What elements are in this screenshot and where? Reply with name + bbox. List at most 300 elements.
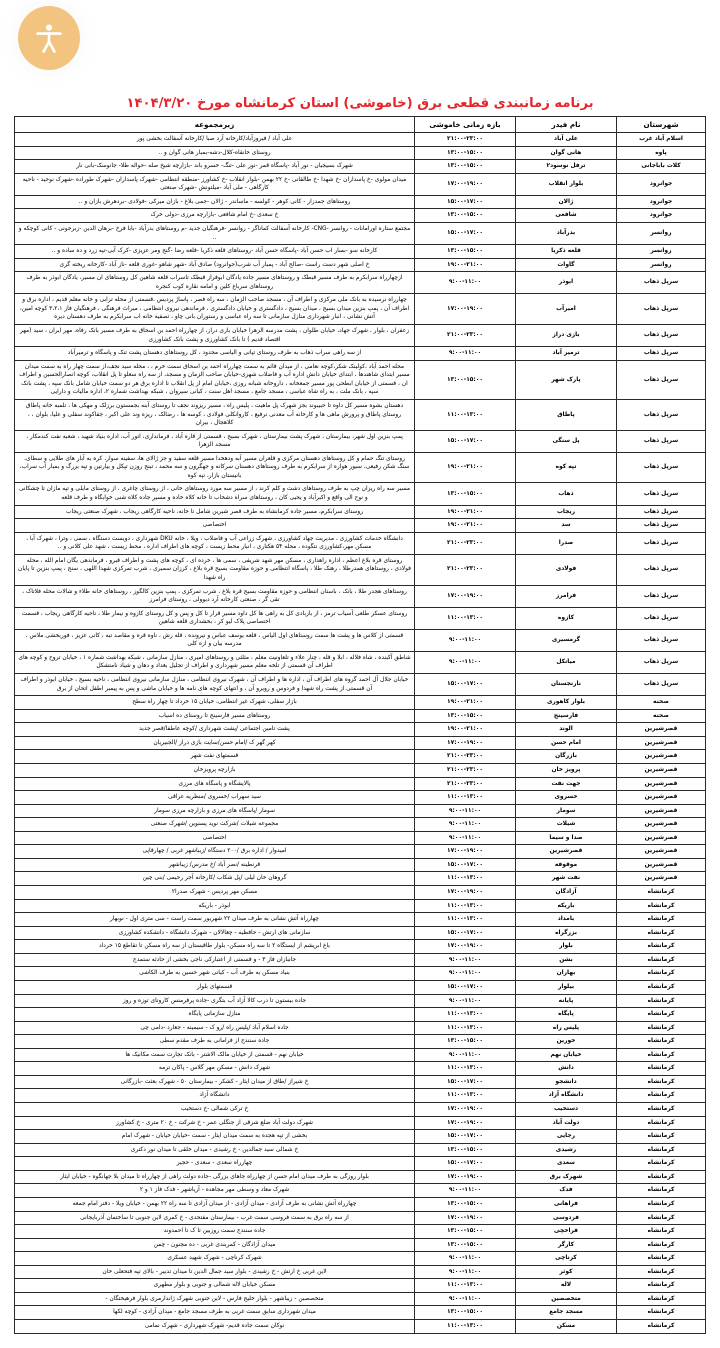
cell-city: کرمانشاه bbox=[617, 1279, 706, 1293]
cell-time: ۱۷:۰۰-۱۹:۰۰ bbox=[415, 1116, 516, 1130]
table-row bbox=[15, 967, 706, 981]
table-row bbox=[15, 222, 706, 244]
table-row bbox=[15, 209, 706, 223]
cell-time: ۱۵:۰۰-۱۷:۰۰ bbox=[415, 980, 516, 994]
table-row bbox=[15, 1103, 706, 1117]
cell-time: ۲۱:۰۰-۲۳:۰۰ bbox=[415, 750, 516, 764]
cell-subarea: خ شیراز /طاق از میدان ایثار - کشکر - بیمارستان ۵۰ - شهرک بعثت -بازرگانی bbox=[15, 1075, 415, 1089]
cell-city: قصرشیرین bbox=[617, 791, 706, 805]
cell-time: ۱۳:۰۰-۱۵:۰۰ bbox=[415, 1238, 516, 1252]
cell-city: قصرشیرین bbox=[617, 750, 706, 764]
cell-time: ۱۹:۰۰-۲۱:۰۰ bbox=[415, 258, 516, 272]
cell-feeder: جهت نفت bbox=[516, 777, 617, 791]
cell-time: ۱۳:۰۰-۱۵:۰۰ bbox=[415, 1306, 516, 1320]
cell-city: سرپل ذهاب bbox=[617, 674, 706, 696]
cell-city: کرمانشاه bbox=[617, 1130, 706, 1144]
cell-subarea: ابوذر - باریکه bbox=[15, 899, 415, 913]
cell-feeder: بلوار انقلاب bbox=[516, 173, 617, 195]
table-row bbox=[15, 886, 706, 900]
cell-time: ۱۷:۰۰-۱۹:۰۰ bbox=[415, 1170, 516, 1184]
column-header-subarea: زیرمجموعه bbox=[15, 117, 415, 133]
cell-subarea: قسمتهای بلوار bbox=[15, 980, 415, 994]
cell-feeder: ژالان bbox=[516, 195, 617, 209]
cell-subarea: بنیاد مسکن به طرف آب - کیانی شهر حسین به طرف الکاشی bbox=[15, 967, 415, 981]
cell-feeder: مسجد جامع bbox=[516, 1306, 617, 1320]
cell-subarea: چهارراه آتش نشانی به طرف آزادی - میدان آزادی - از میدان آزادی تا سه راه ۲۲ بهمن - خیابان ویلا - دفتر امام جمعه bbox=[15, 1197, 415, 1211]
table-row bbox=[15, 1170, 706, 1184]
cell-time: ۱۳:۰۰-۱۵:۰۰ bbox=[415, 709, 516, 723]
table-row bbox=[15, 696, 706, 710]
cell-time: ۱۵:۰۰-۱۷:۰۰ bbox=[415, 222, 516, 244]
table-row bbox=[15, 818, 706, 832]
cell-city: جوانرود bbox=[617, 173, 706, 195]
cell-time: ۹:۰۰-۱۱:۰۰ bbox=[415, 272, 516, 294]
cell-subarea: خ شمالی سید جمالدین - خ رشیدی - میدان خلقی تا میدان نور دکتری bbox=[15, 1143, 415, 1157]
cell-time: ۱۳:۰۰-۱۵:۰۰ bbox=[415, 483, 516, 505]
cell-time: ۲۱:۰۰-۲۳:۰۰ bbox=[415, 133, 516, 147]
cell-feeder: بیلوار bbox=[516, 980, 617, 994]
cell-city: سرپل ذهاب bbox=[617, 651, 706, 673]
table-row bbox=[15, 173, 706, 195]
table-row bbox=[15, 763, 706, 777]
cell-city: سرپل ذهاب bbox=[617, 532, 706, 554]
cell-city: سرپل ذهاب bbox=[617, 629, 706, 651]
cell-feeder: شافعی bbox=[516, 209, 617, 223]
cell-city: کرمانشاه bbox=[617, 1265, 706, 1279]
table-row bbox=[15, 1008, 706, 1022]
cell-city: قصرشیرین bbox=[617, 736, 706, 750]
cell-city: کرمانشاه bbox=[617, 980, 706, 994]
cell-subarea: روستاهای جمدزار - کانی کوهر - کولسه - ماساندر - ژالان -جمی بلاغ - بازان میرکی -فولادی -بردهرش بازان و .. bbox=[15, 195, 415, 209]
cell-time: ۱۳:۰۰-۱۵:۰۰ bbox=[415, 160, 516, 174]
cell-subarea: محله احمد آباد ،کولینک شکر،کوچه نعامی ، از میدان قائم به سمت چهارراه احمد بن اسحاق سمت خرم ، ، محله سید نجف،از سمت چهار راه به سمت میدان مسیر ابتدای شاهندها ، ابتدای خیابان دانش اداره آب و فاضلاب شهری-خیابان صاحب الزمان و مسجد، از سه راه سعلو تا پل انقلاب، کوچه انصارالحسین و اطراف ان ، قسمتی از خیابان ابطحی پور مسیر جمعخانه ، داروخانه شبانه روزی ،خیابان امام از پل انقلاب تا اداره برق هر دو سمت خیابان شامل بانک سپه ، پشت بانک سپه ، بانک ملت ، به راه شاه عباسی ، مسجد جامع ، مسجد اهل سنت ، کیانی سیروان ، شبکه بهداشت شماره ۲، اداره مالیات و دارایی bbox=[15, 360, 415, 399]
cell-time: ۹:۰۰-۱۱:۰۰ bbox=[415, 994, 516, 1008]
cell-time: ۱۵:۰۰-۱۷:۰۰ bbox=[415, 674, 516, 696]
cell-subarea: پمپ بنزین اول شهر، بیمارستان ، شهرک پشت بیمارستان ، شهرک بسیج ، قسمتی از قاره آباد ، فرمانداری، اتور آب، اداره بنیاد شهید ، شعبه نفت کندمکار ، مسجد الزهرا bbox=[15, 430, 415, 452]
cell-time: ۱۱:۰۰-۱۳:۰۰ bbox=[415, 399, 516, 430]
cell-feeder: سومار bbox=[516, 804, 617, 818]
cell-city: کرمانشاه bbox=[617, 1320, 706, 1334]
cell-subarea: باغ ابریشم از ایستگاه ۲ تا سه راه مسکن- بلوار طاقبستان از سه راه مسکن تا تقاطع ۱۵ خرداد bbox=[15, 940, 415, 954]
cell-subarea: میدان آزادگان - کمربندی غربی - ده مجنون - چمن bbox=[15, 1238, 415, 1252]
cell-feeder: امیرآب bbox=[516, 294, 617, 325]
cell-feeder: ابوذر bbox=[516, 272, 617, 294]
cell-subarea: خ ترکی شمالی -خ دستخیب bbox=[15, 1103, 415, 1117]
cell-subarea: قرنطینه /نصر آباد /خ مدرس/ زیباشهر bbox=[15, 858, 415, 872]
cell-city: قصرشیرین bbox=[617, 872, 706, 886]
cell-feeder: قلعه ذکریا bbox=[516, 245, 617, 259]
cell-time: ۱۳:۰۰-۱۵:۰۰ bbox=[415, 1225, 516, 1239]
cell-subarea: روستاهای هجدر طلا ، بانک ، باستان انتظامی و حوزه مقاومت بسیج قره بلاغ ، شرب تمرکزی ، پمپ بنزین کالگوز ، روستاهای خانه طلاء و شالات محله فلاتاک ، تقی گر ، صنعتی کارخانه آرد دیوولی ، روستای فرامرز bbox=[15, 585, 415, 607]
cell-city: سرپل ذهاب bbox=[617, 399, 706, 430]
cell-subarea: قسمتهای نفت شهر bbox=[15, 750, 415, 764]
cell-city: کرمانشاه bbox=[617, 967, 706, 981]
cell-subarea: گروهان خان لیلی /پل شکاب /کارخانه آجر رحیمی /بنی چین bbox=[15, 872, 415, 886]
table-row bbox=[15, 980, 706, 994]
cell-city: سرپل ذهاب bbox=[617, 294, 706, 325]
cell-feeder: الوند bbox=[516, 723, 617, 737]
cell-city: قصرشیرین bbox=[617, 818, 706, 832]
cell-feeder: فراخچی bbox=[516, 1225, 617, 1239]
table-row bbox=[15, 1143, 706, 1157]
cell-subarea: دهستان بشوه مسیر کل داوه تا حبیبوند بجز شهرک پل ماهیت ، پلیس راه ، مسیر ریزوند نجف تا روستای آبنه بجمستون برزلک و مهکی ها ، تلمبه خانه پاطاق روستای پاطاق و پرورش ماهی ها و کارخانه آب معدنی نرفیع ، کاروانکلی فولادی ، کوسه ها ، رضالک ، ریزه وند علی اکبر ، جفاکوند سفلی و علیا، بلوان ، ، کلاهجال ، بیران bbox=[15, 399, 415, 430]
cell-time: ۱۷:۰۰-۱۹:۰۰ bbox=[415, 1103, 516, 1117]
cell-feeder: پارک شهر bbox=[516, 360, 617, 399]
cell-feeder: امام حسن bbox=[516, 736, 617, 750]
cell-time: ۱۹:۰۰-۲۱:۰۰ bbox=[415, 723, 516, 737]
table-row bbox=[15, 325, 706, 347]
cell-time: ۱۱:۰۰-۱۳:۰۰ bbox=[415, 899, 516, 913]
cell-time: ۱۷:۰۰-۱۹:۰۰ bbox=[415, 845, 516, 859]
cell-subarea: مجتمع ستاره اورامانات - روانسر -CNG- کارخانه آسفالت کماناگر - روانسر -فرهنگیان جدید -م روستاهای بدرآباد -بابا فرخ -برهان الدین -زبرجونی - کانی کوچکه و .. bbox=[15, 222, 415, 244]
table-row bbox=[15, 146, 706, 160]
cell-time: ۱۷:۰۰-۱۹:۰۰ bbox=[415, 736, 516, 750]
outage-table-container bbox=[0, 116, 720, 1348]
table-row bbox=[15, 347, 706, 361]
cell-subarea: مجموعه شیلات /شرکت نوید پسنوین /شهرک صنعتی bbox=[15, 818, 415, 832]
cell-time: ۱۱:۰۰-۱۳:۰۰ bbox=[415, 607, 516, 629]
table-row bbox=[15, 804, 706, 818]
cell-city: سرپل ذهاب bbox=[617, 519, 706, 533]
cell-subarea: خ سعدی -خ امام شافعی -بازارچه مرزی -دولی خرک bbox=[15, 209, 415, 223]
cell-feeder: ریجاب bbox=[516, 505, 617, 519]
cell-city: کرمانشاه bbox=[617, 1062, 706, 1076]
cell-time: ۲۱:۰۰-۲۳:۰۰ bbox=[415, 763, 516, 777]
table-row bbox=[15, 532, 706, 554]
cell-feeder: مسکن bbox=[516, 1320, 617, 1334]
table-row bbox=[15, 1184, 706, 1198]
cell-subarea: جاده بیستون تا درب کالا آزاد آب بتگری -جاده پرفرمنس کارونای توزه و روز bbox=[15, 994, 415, 1008]
cell-city: قصرشیرین bbox=[617, 763, 706, 777]
cell-feeder: فدک bbox=[516, 1184, 617, 1198]
cell-subarea: قسمتی از کلاس ها و پشت ها سمت روستاهای اول الیاس ، قلعه یوسف عباس و نیرونده ، قله رش ، ناوه قره و مقاصد تبه ، کانی عزیز ، فوربخشی ملاس ، مدرسه بیان و ازه کلی bbox=[15, 629, 415, 651]
cell-city: قصرشیرین bbox=[617, 804, 706, 818]
cell-feeder: کرناچی bbox=[516, 1252, 617, 1266]
cell-city: روانسر bbox=[617, 222, 706, 244]
table-row bbox=[15, 953, 706, 967]
table-row bbox=[15, 791, 706, 805]
table-row bbox=[15, 651, 706, 673]
cell-time: ۱۳:۰۰-۱۵:۰۰ bbox=[415, 209, 516, 223]
table-row bbox=[15, 629, 706, 651]
table-row bbox=[15, 1035, 706, 1049]
cell-subarea: اختصاصی bbox=[15, 519, 415, 533]
cell-time: ۹:۰۰-۱۱:۰۰ bbox=[415, 1252, 516, 1266]
cell-feeder: بازی دراز bbox=[516, 325, 617, 347]
cell-city: کرمانشاه bbox=[617, 1184, 706, 1198]
cell-city: کرمانشاه bbox=[617, 1197, 706, 1211]
table-row bbox=[15, 133, 706, 147]
cell-time: ۱۵:۰۰-۱۷:۰۰ bbox=[415, 430, 516, 452]
cell-city: کرمانشاه bbox=[617, 1225, 706, 1239]
table-body bbox=[15, 133, 706, 1334]
cell-time: ۱۱:۰۰-۱۳:۰۰ bbox=[415, 1320, 516, 1334]
table-row bbox=[15, 360, 706, 399]
cell-feeder: ترمیر آباد bbox=[516, 347, 617, 361]
cell-feeder: فارسینج bbox=[516, 709, 617, 723]
table-row bbox=[15, 483, 706, 505]
cell-subarea: روستای عسکر طلعی آسیاب ترمز ، از بازبادی کل به راهی ها کل داود مسیر قرار تا کل و پس و کل روستای کازوه و نیمار طلا ، ناحیه کارگاهی ریجاب ، قسمت اختصاصی پلاک لیو کر ، بخشداری قلعه شاهین bbox=[15, 607, 415, 629]
cell-city: سرپل ذهاب bbox=[617, 554, 706, 585]
table-row bbox=[15, 272, 706, 294]
cell-city: کرمانشاه bbox=[617, 1075, 706, 1089]
cell-subarea: چهارراه آتش نشانی به طرف میدان ۲۲ شهریور سمت راست - سی متری اول - نوبهار bbox=[15, 913, 415, 927]
cell-time: ۱۳:۰۰-۱۵:۰۰ bbox=[415, 1143, 516, 1157]
cell-feeder: میانکل bbox=[516, 651, 617, 673]
cell-time: ۱۱:۰۰-۱۳:۰۰ bbox=[415, 1021, 516, 1035]
cell-time: ۱۵:۰۰-۱۷:۰۰ bbox=[415, 1157, 516, 1171]
table-row bbox=[15, 1062, 706, 1076]
cell-time: ۱۵:۰۰-۱۷:۰۰ bbox=[415, 858, 516, 872]
accessibility-icon[interactable] bbox=[18, 6, 80, 70]
cell-time: ۱۷:۰۰-۱۹:۰۰ bbox=[415, 886, 516, 900]
cell-city: پاوه bbox=[617, 146, 706, 160]
cell-feeder: متخصصین bbox=[516, 1292, 617, 1306]
cell-city: کرمانشاه bbox=[617, 1306, 706, 1320]
cell-city: سرپل ذهاب bbox=[617, 585, 706, 607]
table-row bbox=[15, 1238, 706, 1252]
table-row bbox=[15, 1252, 706, 1266]
cell-time: ۱۵:۰۰-۱۷:۰۰ bbox=[415, 195, 516, 209]
cell-feeder: شهرک برق bbox=[516, 1170, 617, 1184]
cell-feeder: آزادگان bbox=[516, 886, 617, 900]
cell-city: کرمانشاه bbox=[617, 899, 706, 913]
cell-subarea: شهرک دولت آباد ضلع شرقی از جنگلی عمر - خ شرکت - خ ۲۰ متری - خ کشاورز bbox=[15, 1116, 415, 1130]
cell-subarea: متخصصین - زیباشهر - بلوار خلیج فارس - لاین جنوبی شهرک ژاندارمری بلوار فرهیختگان - bbox=[15, 1292, 415, 1306]
cell-time: ۹:۰۰-۱۱:۰۰ bbox=[415, 1048, 516, 1062]
cell-subarea: روستاهای مسیر فارسینج تا روستای ده اسیاب bbox=[15, 709, 415, 723]
cell-feeder: هانی گوان bbox=[516, 146, 617, 160]
cell-city: روانسر bbox=[617, 258, 706, 272]
cell-city: کرمانشاه bbox=[617, 1143, 706, 1157]
cell-feeder: ترفل نوسود۲ bbox=[516, 160, 617, 174]
table-row bbox=[15, 913, 706, 927]
cell-city: کرمانشاه bbox=[617, 1211, 706, 1225]
table-row bbox=[15, 160, 706, 174]
cell-feeder: شیلات bbox=[516, 818, 617, 832]
cell-time: ۹:۰۰-۱۱:۰۰ bbox=[415, 651, 516, 673]
cell-city: کرمانشاه bbox=[617, 940, 706, 954]
cell-time: ۱۷:۰۰-۱۹:۰۰ bbox=[415, 173, 516, 195]
cell-time: ۱۱:۰۰-۱۳:۰۰ bbox=[415, 1279, 516, 1293]
cell-subarea: شاطق آکبنده ، شاه فلاله ، ابلا و قله ، چنار علاء و تلعاونیت معلم ، مثلثی و روستاهای امیری ، منازل سازمانی ، شبکه بهداشت شماره ۱ ، خیابان تروح و کوچه های اطراف آن قسمتی از تلخه معلم مسیر شهرداری و اطراف از تجلیل بغداد و دهان و شیاد نامتشکل bbox=[15, 651, 415, 673]
cell-subarea: خیابان جلال آل احمد گروه های اطراف آن ، اداره ها و اطراف آن ، شهرک نیروی انتظامی ، منازل سازمانی نیروی انتظامی ، ناحیه بسیج ، خیابان ابوذر و اطراف آن قسمتی از پشت راه شهدا و فردوس و رویرو آن ، و انتهای کوچه های نامه ها و خیابان ماشی و پس به پیمبر اطفل اتحان از برق bbox=[15, 674, 415, 696]
cell-city: سرپل ذهاب bbox=[617, 430, 706, 452]
cell-feeder: فراهانی bbox=[516, 1197, 617, 1211]
cell-feeder: صدرا bbox=[516, 532, 617, 554]
cell-subarea: زعفران ، بلوار ، شهرک جهاد، خیابان طلوان ، پشت مدرسه الزهرا خیابان بازی دراز، از چهارراه احمد بن اسحاق به طرف مسیر بانک رفاه، مهر ایران ، سید (مهر اقتصاد قدیم ) تا بانک کشاورزی و پشت بانک کشاورزی bbox=[15, 325, 415, 347]
cell-feeder: بهاران bbox=[516, 967, 617, 981]
table-row bbox=[15, 399, 706, 430]
table-row bbox=[15, 1279, 706, 1293]
cell-feeder: پلیس راه bbox=[516, 1021, 617, 1035]
cell-feeder: لاله bbox=[516, 1279, 617, 1293]
cell-feeder: پرویز خان bbox=[516, 763, 617, 777]
cell-feeder: پل سنگی bbox=[516, 430, 617, 452]
table-row bbox=[15, 994, 706, 1008]
cell-subarea: چهارراه سعدی - سعدی - حجیر bbox=[15, 1157, 415, 1171]
cell-time: ۱۱:۰۰-۱۳:۰۰ bbox=[415, 872, 516, 886]
table-row bbox=[15, 1306, 706, 1320]
cell-city: کرمانشاه bbox=[617, 1103, 706, 1117]
table-row bbox=[15, 1225, 706, 1239]
cell-time: ۹:۰۰-۱۱:۰۰ bbox=[415, 831, 516, 845]
cell-city: سرپل ذهاب bbox=[617, 452, 706, 483]
page-title: برنامه زمانبندی قطعی برق (خاموشی) استان کرمانشاه مورخ ۱۴۰۴/۳/۲۰ bbox=[126, 96, 594, 111]
cell-time: ۱۵:۰۰-۱۷:۰۰ bbox=[415, 1130, 516, 1144]
cell-city: جوانرود bbox=[617, 209, 706, 223]
cell-time: ۱۱:۰۰-۱۳:۰۰ bbox=[415, 1008, 516, 1022]
cell-time: ۱۳:۰۰-۱۵:۰۰ bbox=[415, 360, 516, 399]
cell-subarea: چهارراه نرسیده به بانک ملی مرکزی و اطراف آن ، مسجد صاحب الزمان ، سه راه فصر ، پاساژ پردیس ،قسمتی از محله ترابی و خانه معلم قدیم ، اداره برق و اطراف آن ، پمپ بنزین میدان بسیج ، میدان بسیج ، دادگستری و خیابان دادگستری ، فرماندهی نیروی انتظامی ، میراث فرهنگی ، فرهنگیان فاز ۳،۲،۱ کوچه امین، آتش نشانی ، انبار شهرداری منازل سازمانی تا سه راه عباسی و رستوران بانی چاو ، تصفیه خانه اب سرابکرم به طرف دهستان دیره bbox=[15, 294, 415, 325]
cell-feeder: رجایی bbox=[516, 1130, 617, 1144]
cell-city: سرپل ذهاب bbox=[617, 347, 706, 361]
cell-feeder: بلوار کاهوری bbox=[516, 696, 617, 710]
cell-feeder: تپه کوه bbox=[516, 452, 617, 483]
cell-city: کرمانشاه bbox=[617, 1238, 706, 1252]
cell-time: ۹:۰۰-۱۱:۰۰ bbox=[415, 967, 516, 981]
cell-subarea: بازارچه پرویزخان bbox=[15, 763, 415, 777]
cell-subarea: ازچهارراه سرابکرم به طرف مسیر قبطک و روستاهای مسیر جاده یادگان ابوفراز قبطک تاسراب قلعه شاهین کل روستاهای ان مسیر، یادگان ابوذر به طرف روستاهای سرباغ کلین و امامه نقاره کوب کنجره bbox=[15, 272, 415, 294]
cell-city: کرمانشاه bbox=[617, 1157, 706, 1171]
table-row bbox=[15, 585, 706, 607]
cell-time: ۹:۰۰-۱۱:۰۰ bbox=[415, 1265, 516, 1279]
cell-city: قصرشیرین bbox=[617, 723, 706, 737]
cell-time: ۱۱:۰۰-۱۳:۰۰ bbox=[415, 1089, 516, 1103]
cell-subarea: مسکن خیابان لاله شمالی و جنوبی و بلوار مطهری bbox=[15, 1279, 415, 1293]
cell-time: ۱۳:۰۰-۱۵:۰۰ bbox=[415, 146, 516, 160]
cell-time: ۱۳:۰۰-۱۵:۰۰ bbox=[415, 1035, 516, 1049]
table-row bbox=[15, 1265, 706, 1279]
table-row bbox=[15, 1157, 706, 1171]
table-row bbox=[15, 1197, 706, 1211]
cell-feeder: نارنجستان bbox=[516, 674, 617, 696]
cell-subarea: مسیر سه راه ریزان چپ به طرف روستاهای دشت و کلم کرند ، از مسیر سه مورد روستاهای خانی ، از روستای چاغری ، از روستای مایلی و تپه مازان تا چشکانی و نوح الی واقع و اکبرآباد و یحیی کان ، روستاهای سراه دشخاب تا خانه کلاه خاده و مسیر جاده کلاه شنی خوابگاه و طرف قلعه bbox=[15, 483, 415, 505]
cell-feeder: پایانه bbox=[516, 994, 617, 1008]
table-header-row bbox=[15, 117, 706, 133]
cell-time: ۱۷:۰۰-۱۹:۰۰ bbox=[415, 1211, 516, 1225]
table-row bbox=[15, 258, 706, 272]
cell-subarea: شهرک کرناچی - شهرک شهید عسکری bbox=[15, 1252, 415, 1266]
cell-feeder: سد bbox=[516, 519, 617, 533]
cell-feeder: کوثر bbox=[516, 1265, 617, 1279]
table-row bbox=[15, 519, 706, 533]
cell-feeder: خسروی bbox=[516, 791, 617, 805]
cell-feeder: نفت شهر bbox=[516, 872, 617, 886]
column-header-city: شهرستان bbox=[617, 117, 706, 133]
cell-time: ۱۷:۰۰-۱۹:۰۰ bbox=[415, 585, 516, 607]
table-row bbox=[15, 940, 706, 954]
cell-feeder: سعدی bbox=[516, 1157, 617, 1171]
cell-city: قصرشیرین bbox=[617, 858, 706, 872]
cell-city: کرمانشاه bbox=[617, 994, 706, 1008]
table-row bbox=[15, 452, 706, 483]
cell-feeder: خیابان نهم bbox=[516, 1048, 617, 1062]
cell-city: کرمانشاه bbox=[617, 1008, 706, 1022]
cell-time: ۱۵:۰۰-۱۷:۰۰ bbox=[415, 1075, 516, 1089]
cell-city: قصرشیرین bbox=[617, 831, 706, 845]
cell-city: اسلام آباد غرب bbox=[617, 133, 706, 147]
column-header-feeder: نام فیدر bbox=[516, 117, 617, 133]
cell-feeder: رشیدی bbox=[516, 1143, 617, 1157]
table-row bbox=[15, 723, 706, 737]
cell-feeder: خورین bbox=[516, 1035, 617, 1049]
cell-subarea: سازمانی های ارتش - حافظیه - چغالالان - شهرک دانشگاه - دانشکده کشاورزی bbox=[15, 926, 415, 940]
cell-subarea: خیابان نهم - قسمتی از خیابان مالک الاشتر - بانک تجارت سمت مکانیک ها bbox=[15, 1048, 415, 1062]
cell-time: ۱۳:۰۰-۱۵:۰۰ bbox=[415, 245, 516, 259]
cell-time: ۱۹:۰۰-۲۱:۰۰ bbox=[415, 452, 516, 483]
cell-feeder: گاوات bbox=[516, 258, 617, 272]
cell-feeder: ذهاب bbox=[516, 483, 617, 505]
cell-subarea: بخشی از تپه هجده به سمت میدان ایثار - سمت -خیابان خیابان - شهرک امام bbox=[15, 1130, 415, 1144]
table-row bbox=[15, 1292, 706, 1306]
cell-time: ۱۷:۰۰-۱۹:۰۰ bbox=[415, 294, 516, 325]
table-row bbox=[15, 1320, 706, 1334]
cell-time: ۲۱:۰۰-۲۳:۰۰ bbox=[415, 532, 516, 554]
cell-feeder: کازوه bbox=[516, 607, 617, 629]
cell-city: کرمانشاه bbox=[617, 1292, 706, 1306]
cell-city: سرپل ذهاب bbox=[617, 607, 706, 629]
cell-time: ۱۷:۰۰-۱۹:۰۰ bbox=[415, 940, 516, 954]
cell-subarea: کهر گهر ک /امام حسن/سایت بازی دراز /الجبیریان bbox=[15, 736, 415, 750]
cell-subarea: پالایشگاه و پاسگاه های مرزی bbox=[15, 777, 415, 791]
cell-subarea: پشت تامین اجتماعی /پشت شهرداری /کوچه عاطفا/قصر جدید bbox=[15, 723, 415, 737]
cell-feeder: علی آباد bbox=[516, 133, 617, 147]
cell-time: ۱۱:۰۰-۱۳:۰۰ bbox=[415, 1062, 516, 1076]
table-row bbox=[15, 872, 706, 886]
cell-feeder: دستخیب bbox=[516, 1103, 617, 1117]
table-row bbox=[15, 1130, 706, 1144]
table-row bbox=[15, 430, 706, 452]
cell-feeder: پایگاه bbox=[516, 1008, 617, 1022]
table-row bbox=[15, 607, 706, 629]
cell-city: سرپل ذهاب bbox=[617, 483, 706, 505]
cell-feeder: دانش bbox=[516, 1062, 617, 1076]
cell-feeder: قصرشیرین bbox=[516, 845, 617, 859]
cell-time: ۲۱:۰۰-۲۳:۰۰ bbox=[415, 325, 516, 347]
cell-subarea: روستای خانقاه-کلال-دشه-بمبار هانی گوان و .. bbox=[15, 146, 415, 160]
cell-feeder: بشن bbox=[516, 953, 617, 967]
cell-city: سرپل ذهاب bbox=[617, 272, 706, 294]
cell-city: کرمانشاه bbox=[617, 1021, 706, 1035]
cell-time: ۹:۰۰-۱۱:۰۰ bbox=[415, 804, 516, 818]
cell-city: جوانرود bbox=[617, 195, 706, 209]
cell-city: سرپل ذهاب bbox=[617, 325, 706, 347]
cell-subarea: شهرک دانش - مسکن مهر گلاس - پاکان ترمه bbox=[15, 1062, 415, 1076]
cell-city: سرپل ذهاب bbox=[617, 505, 706, 519]
cell-subarea: شهرک بسیجیان - نور آباد -پاسگاه قمر -نور علی -تنگ- خسرو باند -بازارچه شیخ صله -حواله طلا- جانوسک-بانی نار bbox=[15, 160, 415, 174]
table-row bbox=[15, 674, 706, 696]
table-header bbox=[15, 117, 706, 133]
cell-subarea: جانبازان فاز ۳ - و قسمتی از اعتبارکی ناجی بخشی از حادثه ستمدج bbox=[15, 953, 415, 967]
cell-subarea: امیدوار / اداره برق /۲۰۰ دستگاه /زیباشهر غربی / چهارقاپی bbox=[15, 845, 415, 859]
cell-time: ۱۵:۰۰-۱۷:۰۰ bbox=[415, 926, 516, 940]
table-row bbox=[15, 750, 706, 764]
cell-city: روانسر bbox=[617, 245, 706, 259]
cell-feeder: دانشگاه آزاد bbox=[516, 1089, 617, 1103]
cell-feeder: فرامرز bbox=[516, 585, 617, 607]
cell-feeder: بدرآباد bbox=[516, 222, 617, 244]
cell-city: کرمانشاه bbox=[617, 926, 706, 940]
table-row bbox=[15, 1075, 706, 1089]
cell-time: ۹:۰۰-۱۱:۰۰ bbox=[415, 629, 516, 651]
table-row bbox=[15, 505, 706, 519]
outage-schedule-table bbox=[14, 116, 706, 1334]
cell-city: صحنه bbox=[617, 696, 706, 710]
cell-city: کرمانشاه bbox=[617, 1035, 706, 1049]
table-row bbox=[15, 777, 706, 791]
cell-time: ۹:۰۰-۱۱:۰۰ bbox=[415, 818, 516, 832]
